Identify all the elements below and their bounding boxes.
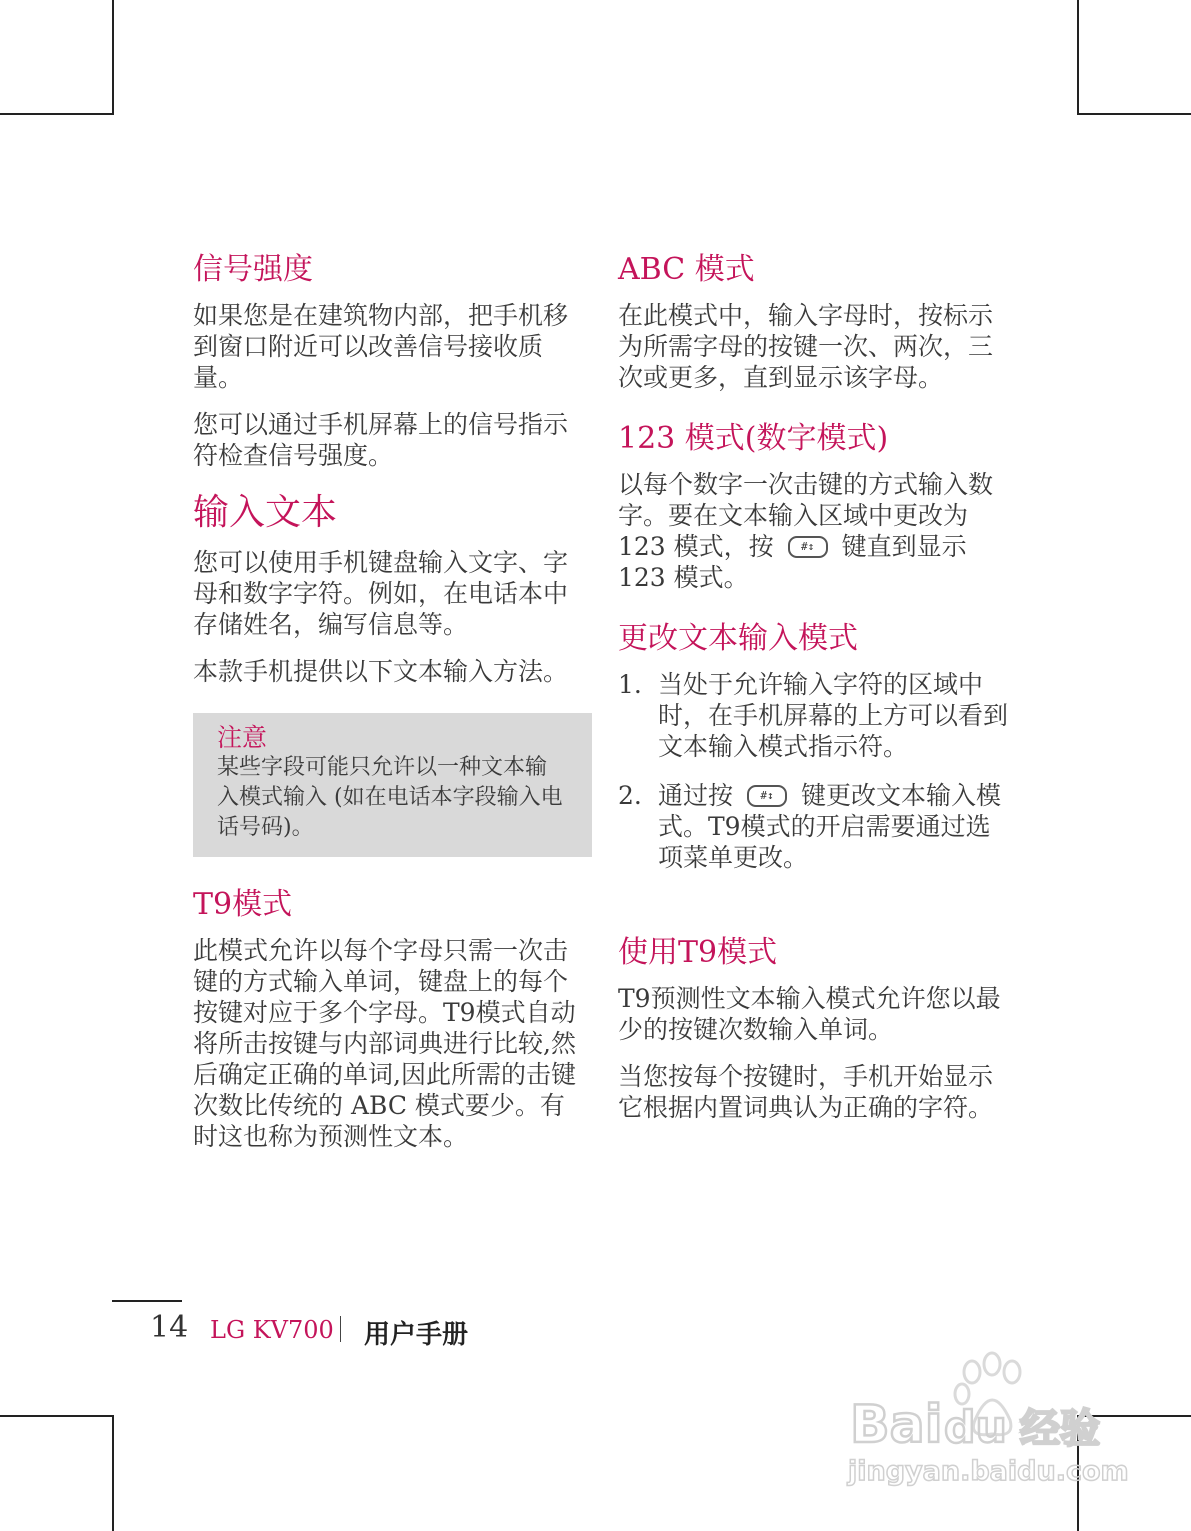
signal-paragraph-2: 您可以通过手机屏幕上的信号指示符检查信号强度。 (193, 410, 569, 470)
input-paragraph-2: 本款手机提供以下文本输入方法。 (193, 657, 569, 686)
watermark-cn-text: 经验 (1020, 1406, 1100, 1452)
left-column (193, 250, 588, 1168)
watermark-logo-text: Bai (850, 1395, 943, 1455)
step-text: 当处于允许输入字符的区域中时，在手机屏幕的上方可以看到文本输入模式指示符。 (658, 670, 1009, 761)
number-mode-heading: 123 模式(数字模式) (618, 421, 889, 456)
note-title: 注意 (217, 723, 268, 752)
signal-heading: 信号强度 (193, 252, 313, 287)
note-text: 某些字段可能只允许以一种文本输入模式输入 (如在电话本字段输入电话号码)。 (217, 755, 563, 840)
page-number: 14 (150, 1310, 189, 1345)
footer-divider (340, 1316, 341, 1342)
number-mode-text-a: 以每个数字一次击键的方式输入数字。要在文本输入区域中更改为 123 模式，按 (618, 470, 994, 561)
step-text-continued: 键更改文本输入模式。T9模式的开启需要通过选项菜单更改。 (658, 781, 1002, 872)
crop-mark (112, 0, 114, 115)
step-number: 1. (618, 670, 642, 699)
crop-mark (0, 113, 114, 115)
t9-heading: T9模式 (193, 887, 293, 922)
abc-paragraph: 在此模式中，输入字母时，按标示为所需字母的按键一次、两次，三次或更多，直到显示该字母。 (618, 301, 994, 392)
footer-manual-title: 用户手册 (364, 1320, 469, 1350)
list-item (618, 780, 1008, 873)
use-t9-paragraph-1: T9预测性文本输入模式允许您以最少的按键次数输入单词。 (618, 984, 1001, 1044)
note-box (193, 713, 592, 857)
use-t9-paragraph-2: 当您按每个按键时，手机开始显示它根据内置词典认为正确的字符。 (618, 1062, 994, 1122)
number-mode-paragraph (618, 469, 1008, 593)
hash-key-icon: #↕ (788, 536, 828, 558)
crop-mark (1077, 0, 1079, 115)
input-text-heading: 输入文本 (193, 492, 338, 533)
use-t9-heading: 使用T9模式 (618, 935, 778, 970)
t9-paragraph: 此模式允许以每个字母只需一次击键的方式输入单词，键盘上的每个按键对应于多个字母。T9模式自动将所击按键与内部词典进行比较,然后确定正确的单词,因此所需的击键次数比传统的 ABC 模式要少。有时这也称为预测性文本。 (193, 936, 576, 1151)
footer-brand: LG KV700 (210, 1316, 334, 1344)
crop-mark (0, 1415, 114, 1417)
baidu-watermark-logo (840, 1350, 1130, 1490)
change-mode-steps (618, 669, 1008, 873)
signal-paragraph-1: 如果您是在建筑物内部，把手机移到窗口附近可以改善信号接收质量。 (193, 301, 569, 392)
watermark-logo-text-2: du (944, 1402, 1007, 1453)
list-item (618, 669, 1008, 762)
step-number: 2. (618, 781, 642, 810)
hash-key-icon: #↕ (747, 785, 787, 807)
abc-mode-heading: ABC 模式 (618, 252, 755, 287)
step-text: 通过按 (658, 781, 734, 810)
number-mode-text-b: 键直到显示123 模式。 (618, 532, 967, 592)
input-paragraph-1: 您可以使用手机键盘输入文字、字母和数字字符。例如，在电话本中存储姓名，编写信息等。 (193, 548, 569, 639)
right-column (618, 250, 1008, 1139)
crop-mark (112, 1415, 114, 1531)
crop-mark (1077, 113, 1191, 115)
watermark-url: jingyan.baidu.com (848, 1456, 1129, 1487)
footer-rule (112, 1300, 182, 1302)
change-mode-heading: 更改文本输入模式 (618, 621, 858, 656)
